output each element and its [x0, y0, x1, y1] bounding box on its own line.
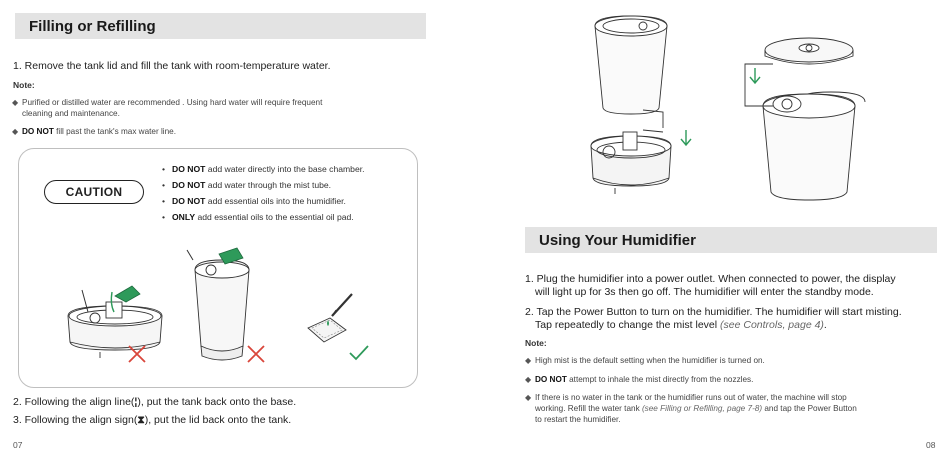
bullet-icon: ◆ [12, 98, 19, 107]
tank-removal-illustration [587, 8, 677, 206]
cross-reference: (see Controls, page 4) [720, 319, 824, 331]
note-item-continued: cleaning and maintenance. [22, 109, 120, 118]
note-item: ◆ If there is no water in the tank or the humidifier runs out of water, the machine will stop working. Refill the water tank (see Filling or Refilling, page 7-8) and tap the Power Button to restart the humidifier. [525, 393, 857, 424]
bullet-icon: • [162, 164, 166, 174]
lid-placement-illustration [743, 32, 863, 206]
step-1: 1. Remove the tank lid and fill the tank with room-temperature water. [13, 60, 331, 72]
arrow-down-icon [748, 66, 762, 86]
wrong-x-icon [127, 344, 147, 364]
caution-badge: CAUTION [44, 180, 144, 204]
bullet-icon: • [162, 196, 166, 206]
bullet-icon: • [162, 180, 166, 190]
note-item: ◆ Purified or distilled water are recommended . Using hard water will require frequent [12, 98, 323, 107]
cross-reference: (see Filling or Refilling, page 7-8) [641, 404, 763, 413]
caution-item: • DO NOT add essential oils into the humidifier. [162, 196, 346, 206]
note-item: ◆ DO NOT attempt to inhale the mist directly from the nozzles. [525, 375, 754, 384]
arrow-down-icon [679, 128, 693, 148]
section-header-using [525, 227, 937, 253]
page-number: 08 [926, 440, 936, 450]
bullet-icon: ◆ [525, 393, 532, 402]
note-item: ◆ High mist is the default setting when the humidifier is turned on. [525, 356, 765, 365]
page-number: 07 [13, 440, 23, 450]
step-2: 2. Tap the Power Button to turn on the humidifier. The humidifier will start misting. Tap repeatedly to change the mist level (see Controls, page 4). [525, 306, 902, 331]
section-title: Using Your Humidifier [539, 231, 696, 249]
note-label: Note: [525, 338, 547, 348]
bullet-icon: ◆ [525, 375, 532, 384]
align-sign-icon: ⧗ [137, 414, 145, 426]
section-header-filling [15, 13, 426, 39]
note-item: ◆ DO NOT fill past the tank's max water line. [12, 127, 176, 136]
step-2: 2. Following the align line(¦), put the tank back onto the base. [13, 396, 297, 408]
correct-check-icon [348, 344, 370, 362]
base-pour-illustration [60, 282, 170, 364]
step-1: 1. Plug the humidifier into a power outlet. When connected to power, the display will light up for 3s then go off. The humidifier will enter the standby mode. [525, 273, 896, 298]
step-3: 3. Following the align sign(⧗), put the lid back onto the tank. [13, 414, 292, 426]
page-right [475, 0, 950, 455]
caution-item: • DO NOT add water directly into the base chamber. [162, 164, 365, 174]
bullet-icon: ◆ [12, 127, 19, 136]
bullet-icon: ◆ [525, 356, 532, 365]
bullet-icon: • [162, 212, 166, 222]
align-line-icon: ¦ [134, 396, 138, 408]
section-title: Filling or Refilling [29, 17, 156, 35]
wrong-x-icon [246, 344, 266, 364]
caution-item: • DO NOT add water through the mist tube. [162, 180, 332, 190]
caution-item: • ONLY add essential oils to the essential oil pad. [162, 212, 354, 222]
note-label: Note: [13, 80, 35, 90]
oil-pad-illustration [300, 290, 362, 346]
